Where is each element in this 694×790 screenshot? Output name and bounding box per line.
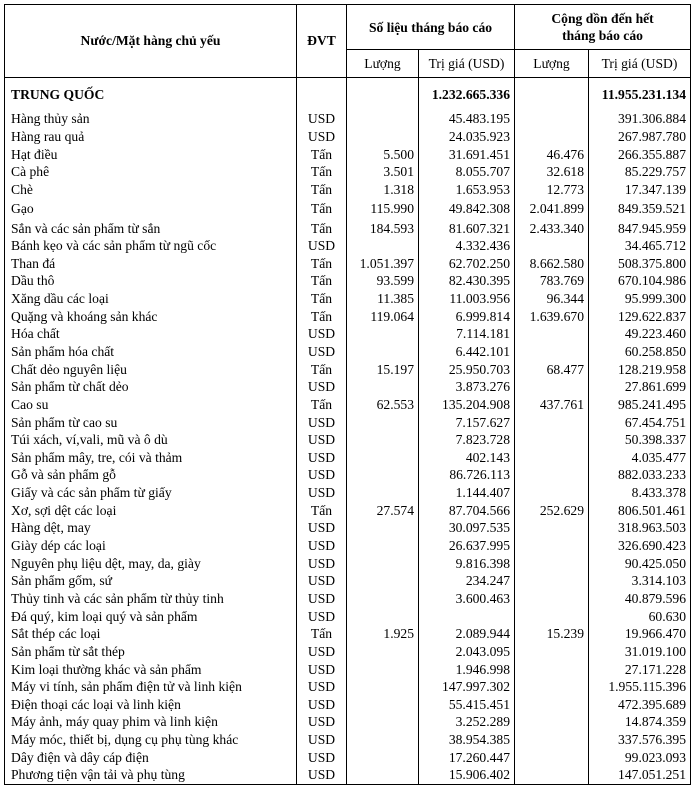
item-month-quantity: 1.318 [347, 181, 419, 199]
item-name: Túi xách, ví,vali, mũ và ô dù [5, 431, 297, 449]
table-row [5, 572, 691, 590]
item-unit: USD [297, 378, 347, 396]
item-month-value: 7.114.181 [419, 325, 515, 343]
item-unit: USD [297, 537, 347, 555]
table-row [5, 219, 691, 237]
item-cum-value: 472.395.689 [589, 696, 691, 714]
item-cum-value: 849.359.521 [589, 198, 691, 219]
item-cum-value: 60.258.850 [589, 343, 691, 361]
table-row [5, 307, 691, 325]
item-name: Hóa chất [5, 325, 297, 343]
item-month-value: 24.035.923 [419, 128, 515, 146]
item-cum-quantity: 12.773 [515, 181, 589, 199]
table-row [5, 696, 691, 714]
item-month-value: 9.816.398 [419, 554, 515, 572]
item-name: Gạo [5, 198, 297, 219]
item-cum-value: 147.051.251 [589, 766, 691, 784]
item-name: Gỗ và sản phẩm gỗ [5, 466, 297, 484]
item-cum-quantity [515, 660, 589, 678]
table-row [5, 237, 691, 255]
item-month-quantity [347, 537, 419, 555]
table-row [5, 554, 691, 572]
header-cumulative-line2: tháng báo cáo [562, 28, 643, 43]
item-unit: USD [297, 413, 347, 431]
item-cum-value: 19.966.470 [589, 625, 691, 643]
item-cum-quantity: 8.662.580 [515, 254, 589, 272]
item-name: Máy ảnh, máy quay phim và linh kiện [5, 713, 297, 731]
item-month-quantity: 93.599 [347, 272, 419, 290]
item-name: Đá quý, kim loại quý và sản phẩm [5, 607, 297, 625]
item-name: Giày dép các loại [5, 537, 297, 555]
item-month-quantity [347, 748, 419, 766]
item-unit: USD [297, 325, 347, 343]
item-month-value: 8.055.707 [419, 163, 515, 181]
item-month-value: 86.726.113 [419, 466, 515, 484]
item-cum-quantity [515, 325, 589, 343]
item-unit: USD [297, 554, 347, 572]
item-cum-value: 8.433.378 [589, 484, 691, 502]
table-row [5, 198, 691, 219]
item-name: Xơ, sợi dệt các loại [5, 501, 297, 519]
item-month-quantity [347, 449, 419, 467]
item-month-value [419, 607, 515, 625]
item-name: Nguyên phụ liệu dệt, may, da, giày [5, 554, 297, 572]
item-month-quantity [347, 110, 419, 128]
item-cum-value: 50.398.337 [589, 431, 691, 449]
item-name: Hàng thủy sản [5, 110, 297, 128]
country-cum-quantity [515, 78, 589, 111]
item-month-value: 1.946.998 [419, 660, 515, 678]
item-name: Kim loại thường khác và sản phẩm [5, 660, 297, 678]
table-row [5, 625, 691, 643]
item-cum-value: 95.999.300 [589, 290, 691, 308]
item-cum-value: 17.347.139 [589, 181, 691, 199]
header-month-value: Trị giá (USD) [419, 50, 515, 78]
item-unit: USD [297, 696, 347, 714]
item-month-value: 2.089.944 [419, 625, 515, 643]
item-month-quantity [347, 678, 419, 696]
item-month-value: 45.483.195 [419, 110, 515, 128]
item-month-quantity [347, 519, 419, 537]
item-cum-quantity: 2.433.340 [515, 219, 589, 237]
item-name: Dầu thô [5, 272, 297, 290]
item-cum-value: 847.945.959 [589, 219, 691, 237]
item-cum-value: 670.104.986 [589, 272, 691, 290]
table-row [5, 713, 691, 731]
item-month-value: 26.637.995 [419, 537, 515, 555]
table-row [5, 128, 691, 146]
item-name: Xăng dầu các loại [5, 290, 297, 308]
item-cum-quantity [515, 413, 589, 431]
item-unit: Tấn [297, 254, 347, 272]
item-unit: Tấn [297, 360, 347, 378]
item-unit: Tấn [297, 272, 347, 290]
country-name: TRUNG QUỐC [5, 78, 297, 111]
item-name: Dây điện và dây cáp điện [5, 748, 297, 766]
country-month-value: 1.232.665.336 [419, 78, 515, 111]
item-month-quantity [347, 731, 419, 749]
item-month-value: 1.653.953 [419, 181, 515, 199]
item-month-value: 3.600.463 [419, 590, 515, 608]
table-row [5, 290, 691, 308]
table-row [5, 537, 691, 555]
item-unit: Tấn [297, 396, 347, 414]
item-cum-value: 3.314.103 [589, 572, 691, 590]
item-cum-quantity [515, 343, 589, 361]
item-cum-value: 985.241.495 [589, 396, 691, 414]
table-row [5, 396, 691, 414]
item-name: Điện thoại các loại và linh kiện [5, 696, 297, 714]
item-cum-value: 14.874.359 [589, 713, 691, 731]
item-month-value: 31.691.451 [419, 145, 515, 163]
item-month-value: 11.003.956 [419, 290, 515, 308]
item-month-quantity: 115.990 [347, 198, 419, 219]
item-name: Hàng dệt, may [5, 519, 297, 537]
item-name: Than đá [5, 254, 297, 272]
header-month-group: Số liệu tháng báo cáo [347, 5, 515, 50]
item-cum-quantity [515, 110, 589, 128]
item-cum-value: 31.019.100 [589, 643, 691, 661]
item-month-value: 3.252.289 [419, 713, 515, 731]
item-name: Hàng rau quả [5, 128, 297, 146]
item-cum-quantity [515, 537, 589, 555]
item-cum-quantity [515, 731, 589, 749]
item-cum-quantity [515, 696, 589, 714]
item-unit: Tấn [297, 501, 347, 519]
country-row [5, 78, 691, 111]
item-unit: Tấn [297, 307, 347, 325]
item-month-value: 147.997.302 [419, 678, 515, 696]
item-month-quantity [347, 466, 419, 484]
item-unit: Tấn [297, 219, 347, 237]
item-month-value: 6.999.814 [419, 307, 515, 325]
item-month-quantity [347, 431, 419, 449]
item-month-value: 402.143 [419, 449, 515, 467]
item-cum-quantity: 68.477 [515, 360, 589, 378]
item-unit: USD [297, 748, 347, 766]
item-name: Sản phẩm từ sắt thép [5, 643, 297, 661]
table-row [5, 660, 691, 678]
country-cum-value: 11.955.231.134 [589, 78, 691, 111]
item-cum-quantity [515, 643, 589, 661]
item-month-quantity: 184.593 [347, 219, 419, 237]
item-month-value: 30.097.535 [419, 519, 515, 537]
item-cum-value: 60.630 [589, 607, 691, 625]
table-row [5, 748, 691, 766]
table-row [5, 466, 691, 484]
item-cum-quantity [515, 572, 589, 590]
table-row [5, 607, 691, 625]
header-unit: ĐVT [297, 5, 347, 78]
item-month-value: 2.043.095 [419, 643, 515, 661]
item-unit: USD [297, 343, 347, 361]
item-cum-quantity [515, 466, 589, 484]
item-month-quantity [347, 378, 419, 396]
item-month-quantity [347, 696, 419, 714]
item-month-value: 234.247 [419, 572, 515, 590]
item-cum-value: 49.223.460 [589, 325, 691, 343]
table-row [5, 163, 691, 181]
item-name: Chè [5, 181, 297, 199]
item-month-quantity: 5.500 [347, 145, 419, 163]
item-month-quantity [347, 572, 419, 590]
item-unit: USD [297, 660, 347, 678]
item-month-quantity: 119.064 [347, 307, 419, 325]
item-unit: USD [297, 731, 347, 749]
table-row [5, 431, 691, 449]
item-cum-value: 27.861.699 [589, 378, 691, 396]
table-header [5, 5, 691, 78]
table-row [5, 766, 691, 784]
item-month-value: 1.144.407 [419, 484, 515, 502]
item-month-value: 81.607.321 [419, 219, 515, 237]
item-month-quantity [347, 554, 419, 572]
item-cum-value: 508.375.800 [589, 254, 691, 272]
item-cum-value: 40.879.596 [589, 590, 691, 608]
item-month-value: 17.260.447 [419, 748, 515, 766]
item-name: Sản phẩm hóa chất [5, 343, 297, 361]
item-cum-value: 326.690.423 [589, 537, 691, 555]
item-month-value: 49.842.308 [419, 198, 515, 219]
header-cum-value: Trị giá (USD) [589, 50, 691, 78]
item-name: Thủy tinh và các sản phẩm từ thủy tinh [5, 590, 297, 608]
item-name: Giấy và các sản phẩm từ giấy [5, 484, 297, 502]
item-cum-value: 4.035.477 [589, 449, 691, 467]
item-name: Bánh kẹo và các sản phẩm từ ngũ cốc [5, 237, 297, 255]
item-cum-value: 1.955.115.396 [589, 678, 691, 696]
item-month-value: 62.702.250 [419, 254, 515, 272]
item-unit: USD [297, 643, 347, 661]
item-month-value: 82.430.395 [419, 272, 515, 290]
item-cum-value: 27.171.228 [589, 660, 691, 678]
item-month-quantity [347, 766, 419, 784]
item-unit: Tấn [297, 181, 347, 199]
item-month-value: 3.873.276 [419, 378, 515, 396]
item-name: Chất dẻo nguyên liệu [5, 360, 297, 378]
item-unit: USD [297, 466, 347, 484]
item-cum-value: 67.454.751 [589, 413, 691, 431]
item-cum-quantity: 1.639.670 [515, 307, 589, 325]
export-table [4, 4, 691, 785]
item-unit: Tấn [297, 290, 347, 308]
item-cum-value: 806.501.461 [589, 501, 691, 519]
item-month-quantity: 1.925 [347, 625, 419, 643]
item-unit: USD [297, 110, 347, 128]
item-month-quantity [347, 607, 419, 625]
item-unit: USD [297, 590, 347, 608]
item-cum-quantity [515, 713, 589, 731]
item-cum-quantity [515, 766, 589, 784]
item-unit: USD [297, 128, 347, 146]
item-unit: Tấn [297, 625, 347, 643]
header-item: Nước/Mặt hàng chủ yếu [5, 5, 297, 78]
item-name: Sản phẩm mây, tre, cói và thảm [5, 449, 297, 467]
table-row [5, 325, 691, 343]
item-cum-quantity: 15.239 [515, 625, 589, 643]
item-month-value: 38.954.385 [419, 731, 515, 749]
item-cum-quantity: 437.761 [515, 396, 589, 414]
table-row [5, 360, 691, 378]
table-body [5, 78, 691, 785]
item-month-quantity [347, 643, 419, 661]
item-month-value: 55.415.451 [419, 696, 515, 714]
item-month-value: 135.204.908 [419, 396, 515, 414]
table-row [5, 501, 691, 519]
item-month-value: 4.332.436 [419, 237, 515, 255]
table-row [5, 484, 691, 502]
header-cumulative-line1: Cộng dồn đến hết [551, 11, 654, 26]
item-cum-quantity [515, 378, 589, 396]
item-cum-quantity: 2.041.899 [515, 198, 589, 219]
item-cum-quantity [515, 449, 589, 467]
item-month-quantity [347, 343, 419, 361]
table-row [5, 413, 691, 431]
item-unit: Tấn [297, 145, 347, 163]
item-month-value: 15.906.402 [419, 766, 515, 784]
item-unit: USD [297, 237, 347, 255]
item-cum-quantity: 96.344 [515, 290, 589, 308]
item-month-value: 7.823.728 [419, 431, 515, 449]
country-unit [297, 78, 347, 111]
item-cum-quantity: 783.769 [515, 272, 589, 290]
item-name: Quặng và khoáng sản khác [5, 307, 297, 325]
item-cum-value: 267.987.780 [589, 128, 691, 146]
item-cum-quantity: 32.618 [515, 163, 589, 181]
item-unit: USD [297, 449, 347, 467]
item-cum-value: 266.355.887 [589, 145, 691, 163]
item-month-quantity [347, 413, 419, 431]
item-unit: USD [297, 713, 347, 731]
item-cum-value: 337.576.395 [589, 731, 691, 749]
table-row [5, 110, 691, 128]
table-row [5, 181, 691, 199]
item-name: Máy vi tính, sản phẩm điện tử và linh kiện [5, 678, 297, 696]
item-month-quantity [347, 237, 419, 255]
item-cum-value: 34.465.712 [589, 237, 691, 255]
item-cum-quantity: 252.629 [515, 501, 589, 519]
item-cum-quantity: 46.476 [515, 145, 589, 163]
item-cum-quantity [515, 590, 589, 608]
item-name: Cà phê [5, 163, 297, 181]
item-cum-quantity [515, 128, 589, 146]
item-month-quantity: 27.574 [347, 501, 419, 519]
item-name: Sản phẩm từ chất dẻo [5, 378, 297, 396]
table-row [5, 343, 691, 361]
item-cum-quantity [515, 678, 589, 696]
item-unit: USD [297, 572, 347, 590]
item-cum-quantity [515, 237, 589, 255]
item-unit: USD [297, 678, 347, 696]
table-row [5, 254, 691, 272]
item-name: Hạt điều [5, 145, 297, 163]
table-row [5, 378, 691, 396]
item-month-quantity: 1.051.397 [347, 254, 419, 272]
item-cum-value: 90.425.050 [589, 554, 691, 572]
item-cum-value: 85.229.757 [589, 163, 691, 181]
item-month-quantity [347, 325, 419, 343]
item-unit: USD [297, 431, 347, 449]
country-month-quantity [347, 78, 419, 111]
item-name: Sắt thép các loại [5, 625, 297, 643]
item-month-quantity [347, 713, 419, 731]
item-month-value: 7.157.627 [419, 413, 515, 431]
item-cum-value: 129.622.837 [589, 307, 691, 325]
item-month-value: 25.950.703 [419, 360, 515, 378]
table-row [5, 449, 691, 467]
item-cum-quantity [515, 554, 589, 572]
item-month-quantity [347, 128, 419, 146]
item-month-value: 87.704.566 [419, 501, 515, 519]
item-cum-quantity [515, 607, 589, 625]
item-cum-quantity [515, 748, 589, 766]
item-month-quantity [347, 660, 419, 678]
header-cum-quantity: Lượng [515, 50, 589, 78]
item-month-quantity: 11.385 [347, 290, 419, 308]
item-name: Cao su [5, 396, 297, 414]
item-name: Phương tiện vận tải và phụ tùng [5, 766, 297, 784]
table-row [5, 731, 691, 749]
item-cum-value: 882.033.233 [589, 466, 691, 484]
item-unit: USD [297, 519, 347, 537]
item-unit: USD [297, 766, 347, 784]
item-month-quantity [347, 590, 419, 608]
table-row [5, 272, 691, 290]
item-cum-quantity [515, 519, 589, 537]
item-unit: USD [297, 607, 347, 625]
item-month-quantity: 15.197 [347, 360, 419, 378]
item-name: Máy móc, thiết bị, dụng cụ phụ tùng khác [5, 731, 297, 749]
item-month-quantity [347, 484, 419, 502]
item-cum-quantity [515, 484, 589, 502]
item-cum-value: 128.219.958 [589, 360, 691, 378]
table-row [5, 519, 691, 537]
item-unit: Tấn [297, 163, 347, 181]
item-name: Sản phẩm gốm, sứ [5, 572, 297, 590]
item-unit: USD [297, 484, 347, 502]
table-row [5, 643, 691, 661]
item-month-quantity: 3.501 [347, 163, 419, 181]
table-row [5, 590, 691, 608]
item-month-value: 6.442.101 [419, 343, 515, 361]
item-name: Sắn và các sản phẩm từ sắn [5, 219, 297, 237]
header-month-quantity: Lượng [347, 50, 419, 78]
table-row [5, 678, 691, 696]
item-cum-value: 391.306.884 [589, 110, 691, 128]
item-cum-value: 318.963.503 [589, 519, 691, 537]
item-month-quantity: 62.553 [347, 396, 419, 414]
item-cum-quantity [515, 431, 589, 449]
item-unit: Tấn [297, 198, 347, 219]
header-cumulative-group [515, 5, 691, 50]
item-cum-value: 99.023.093 [589, 748, 691, 766]
table-row [5, 145, 691, 163]
item-name: Sản phẩm từ cao su [5, 413, 297, 431]
